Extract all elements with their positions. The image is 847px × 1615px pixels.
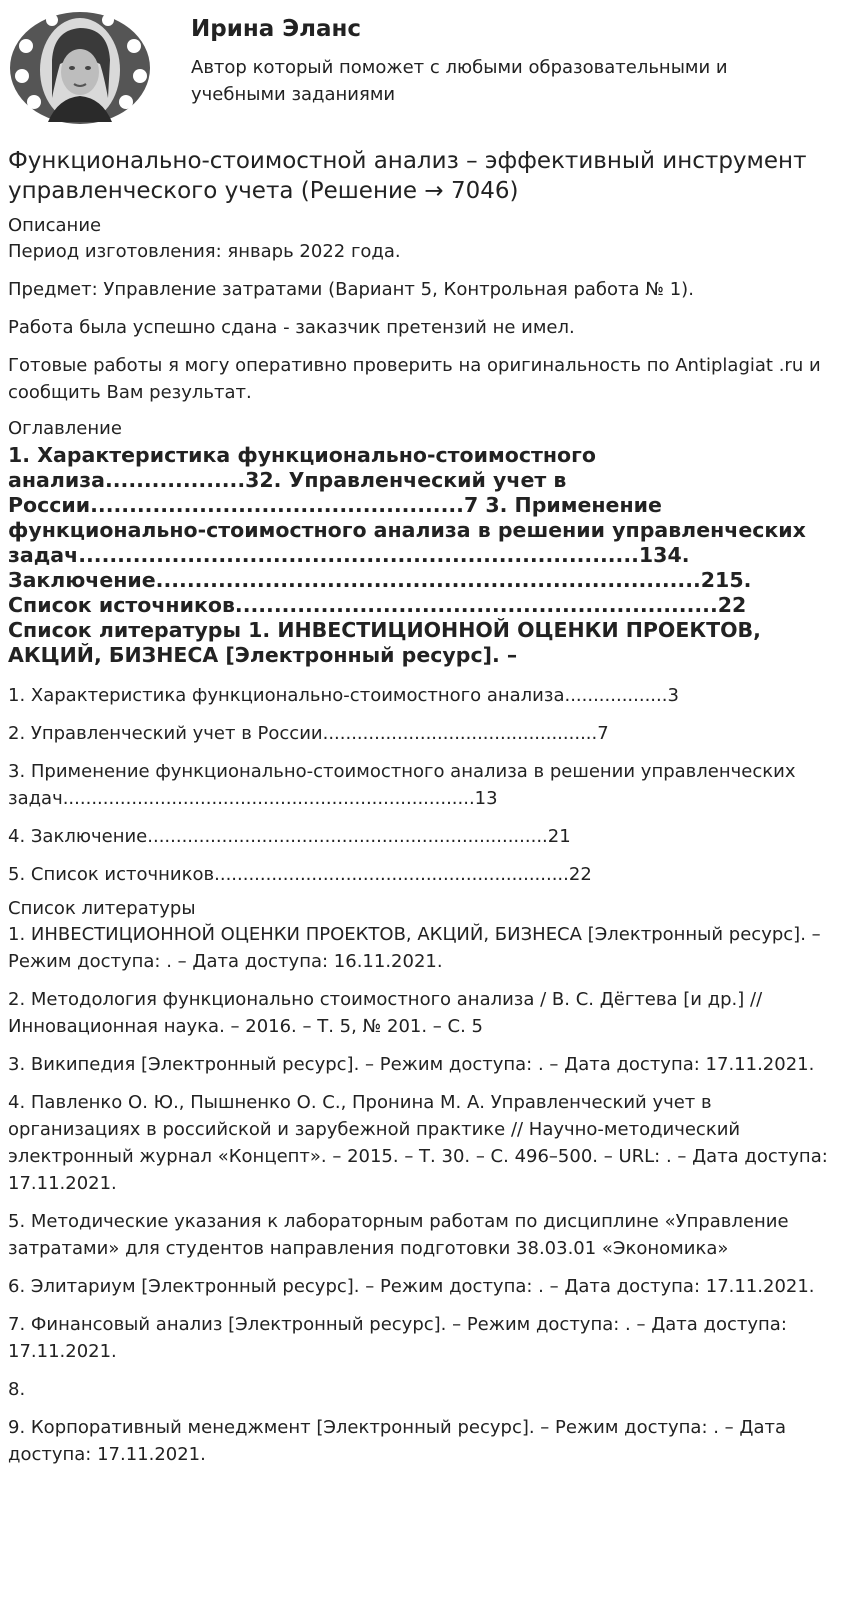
literature-item: 1. ИНВЕСТИЦИОННОЙ ОЦЕНКИ ПРОЕКТОВ, АКЦИЙ, БИЗНЕСА [Электронный ресурс]. – Режим доступа: . – Дата доступа: 16.11.2021.: [8, 924, 821, 972]
literature-item: 8.: [8, 1379, 26, 1400]
contents-bold-block: [8, 443, 840, 668]
contents-label: Оглавление: [8, 418, 122, 439]
literature-item: 3. Википедия [Электронный ресурс]. – Режим доступа: . – Дата доступа: 17.11.2021.: [8, 1054, 815, 1075]
description-paragraph: Готовые работы я могу оперативно проверить на оригинальность по Antiplagiat .ru и сообщить Вам результат.: [8, 355, 821, 403]
author-header: [8, 6, 838, 131]
literature-item: 4. Павленко О. Ю., Пышненко О. С., Пронина М. А. Управленческий учет в организациях в российской и зарубежной практике // Научно-методический электронный журнал «Концепт». – 2015. – Т. 30. – С. 496–500. – URL: . – Дата доступа: 17.11.2021.: [8, 1092, 828, 1194]
literature-item: 7. Финансовый анализ [Электронный ресурс]. – Режим доступа: . – Дата доступа: 17.11.2021.: [8, 1314, 787, 1362]
author-description: Автор который поможет с любыми образовательными и учебными заданиями: [191, 57, 728, 105]
contents-item: 2. Управленческий учет в России................................................7: [8, 723, 609, 744]
description-label: Описание: [8, 215, 102, 236]
literature-item: 2. Методология функционально стоимостного анализа / В. С. Дёгтева [и др.] // Инновационная наука. – 2016. – Т. 5, № 201. – С. 5: [8, 989, 763, 1037]
contents-item: 4. Заключение......................................................................21: [8, 826, 571, 847]
contents-bold-text: 1. Характеристика функционально-стоимостного анализа..................32. Управленческий учет в России................................................7 3. Применение функционально-стоимостного анализа в решении управленческих задач........................................................................134. Заключение......................................................................215. Список источников..............................................................22: [8, 443, 806, 617]
contents-list: [8, 682, 840, 888]
literature-item: 6. Элитариум [Электронный ресурс]. – Режим доступа: . – Дата доступа: 17.11.2021.: [8, 1276, 815, 1297]
literature-item: 9. Корпоративный менеджмент [Электронный ресурс]. – Режим доступа: . – Дата доступа: 17.11.2021.: [8, 1417, 787, 1465]
literature-label: Список литературы: [8, 898, 196, 919]
description-paragraph: Предмет: Управление затратами (Вариант 5, Контрольная работа № 1).: [8, 279, 694, 300]
description-paragraph: Период изготовления: январь 2022 года.: [8, 241, 401, 262]
work-content: [8, 146, 840, 1479]
contents-item: 1. Характеристика функционально-стоимостного анализа..................3: [8, 685, 679, 706]
contents-item: 3. Применение функционально-стоимостного анализа в решении управленческих задач........................................................................13: [8, 761, 796, 809]
work-title: Функционально-стоимостной анализ – эффективный инструмент управленческого учета (Решение → 7046): [8, 148, 807, 204]
literature-item: 5. Методические указания к лабораторным работам по дисциплине «Управление затратами» для студентов направления подготовки 38.03.01 «Экономика»: [8, 1211, 789, 1259]
author-name[interactable]: Ирина Эланс: [191, 16, 362, 42]
contents-item: 5. Список источников..............................................................22: [8, 864, 592, 885]
author-avatar[interactable]: [8, 6, 152, 131]
contents-bold-tail: Список литературы 1. ИНВЕСТИЦИОННОЙ ОЦЕНКИ ПРОЕКТОВ, АКЦИЙ, БИЗНЕСА [Электронный ресурс]. –: [8, 618, 761, 667]
description-paragraph: Работа была успешно сдана - заказчик претензий не имел.: [8, 317, 575, 338]
